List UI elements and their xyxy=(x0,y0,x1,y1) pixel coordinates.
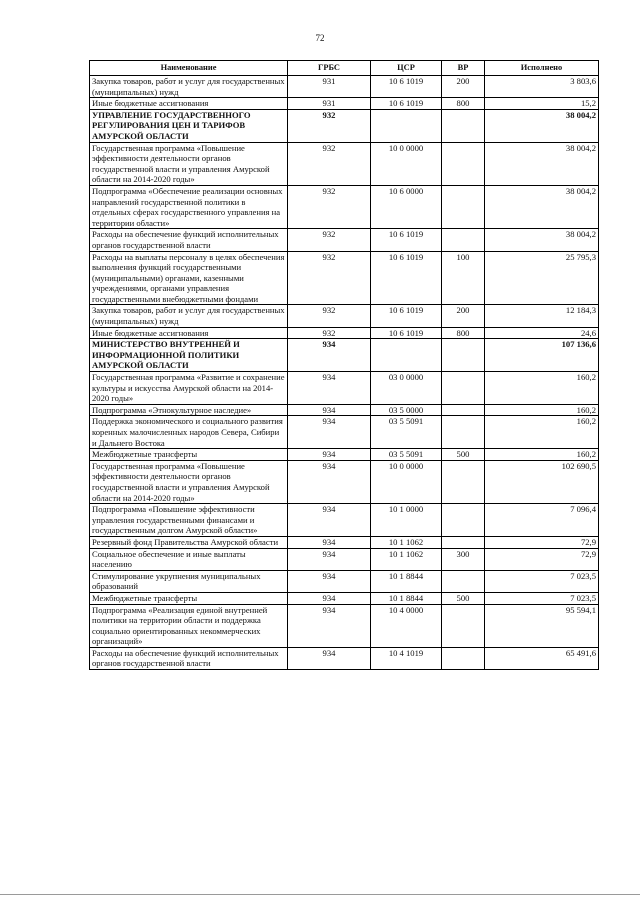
cell-grbs: 934 xyxy=(288,416,371,449)
cell-vr xyxy=(442,229,485,251)
cell-amount: 38 004,2 xyxy=(485,185,599,228)
cell-grbs: 934 xyxy=(288,460,371,503)
cell-grbs: 934 xyxy=(288,548,371,570)
table-row xyxy=(90,604,599,647)
cell-name: Подпрограмма «Этнокультурное наследие» xyxy=(90,404,288,416)
cell-amount: 95 594,1 xyxy=(485,604,599,647)
cell-csr: 10 6 1019 xyxy=(371,98,442,110)
cell-amount: 38 004,2 xyxy=(485,142,599,185)
table-row xyxy=(90,372,599,405)
cell-name: Подпрограмма «Обеспечение реализации основных направлений государственной политики в отдельных сферах государственного управления на территории области» xyxy=(90,185,288,228)
cell-vr xyxy=(442,404,485,416)
cell-name: Социальное обеспечение и иные выплаты населению xyxy=(90,548,288,570)
cell-name: МИНИСТЕРСТВО ВНУТРЕННЕЙ И ИНФОРМАЦИОННОЙ ПОЛИТИКИ АМУРСКОЙ ОБЛАСТИ xyxy=(90,339,288,372)
table-row xyxy=(90,339,599,372)
cell-vr xyxy=(442,504,485,537)
table-row xyxy=(90,416,599,449)
cell-csr: 10 6 1019 xyxy=(371,327,442,339)
cell-name: УПРАВЛЕНИЕ ГОСУДАРСТВЕННОГО РЕГУЛИРОВАНИЯ ЦЕН И ТАРИФОВ АМУРСКОЙ ОБЛАСТИ xyxy=(90,109,288,142)
page-number: 72 xyxy=(315,33,325,43)
cell-csr: 03 5 0000 xyxy=(371,404,442,416)
cell-grbs: 932 xyxy=(288,109,371,142)
cell-amount: 7 023,5 xyxy=(485,592,599,604)
cell-amount: 107 136,6 xyxy=(485,339,599,372)
table-row xyxy=(90,647,599,669)
header-csr: ЦСР xyxy=(371,61,442,76)
cell-csr: 10 6 1019 xyxy=(371,76,442,98)
table-row xyxy=(90,76,599,98)
cell-name: Иные бюджетные ассигнования xyxy=(90,98,288,110)
scan-edge-line xyxy=(0,894,640,895)
cell-amount: 102 690,5 xyxy=(485,460,599,503)
cell-grbs: 932 xyxy=(288,251,371,305)
cell-csr: 10 6 1019 xyxy=(371,305,442,327)
cell-csr: 10 4 1019 xyxy=(371,647,442,669)
cell-amount: 65 491,6 xyxy=(485,647,599,669)
cell-vr: 200 xyxy=(442,76,485,98)
header-name: Наименование xyxy=(90,61,288,76)
cell-name: Расходы на обеспечение функций исполнительных органов государственной власти xyxy=(90,647,288,669)
budget-table xyxy=(89,60,599,670)
cell-name: Государственная программа «Повышение эффективности деятельности органов государственной власти и управления Амурской области на 2014-2020 годы» xyxy=(90,460,288,503)
cell-csr xyxy=(371,339,442,372)
cell-amount: 3 803,6 xyxy=(485,76,599,98)
cell-csr: 10 6 0000 xyxy=(371,185,442,228)
cell-amount: 160,2 xyxy=(485,449,599,461)
cell-grbs: 934 xyxy=(288,339,371,372)
cell-name: Расходы на обеспечение функций исполнительных органов государственной власти xyxy=(90,229,288,251)
cell-vr xyxy=(442,416,485,449)
cell-vr: 800 xyxy=(442,327,485,339)
table-row xyxy=(90,449,599,461)
cell-amount: 38 004,2 xyxy=(485,229,599,251)
table-row xyxy=(90,504,599,537)
cell-vr: 500 xyxy=(442,592,485,604)
cell-amount: 7 096,4 xyxy=(485,504,599,537)
cell-name: Закупка товаров, работ и услуг для государственных (муниципальных) нужд xyxy=(90,76,288,98)
table-row xyxy=(90,536,599,548)
cell-vr xyxy=(442,604,485,647)
cell-name: Закупка товаров, работ и услуг для государственных (муниципальных) нужд xyxy=(90,305,288,327)
table-row xyxy=(90,185,599,228)
cell-vr xyxy=(442,570,485,592)
cell-amount: 72,9 xyxy=(485,536,599,548)
cell-csr: 10 1 1062 xyxy=(371,536,442,548)
table-body xyxy=(90,76,599,670)
table-row xyxy=(90,404,599,416)
cell-vr xyxy=(442,185,485,228)
cell-csr: 10 1 8844 xyxy=(371,592,442,604)
table-row xyxy=(90,229,599,251)
table-row xyxy=(90,305,599,327)
cell-amount: 160,2 xyxy=(485,404,599,416)
cell-name: Государственная программа «Повышение эффективности деятельности органов государственной власти и управления Амурской области на 2014-2020 годы» xyxy=(90,142,288,185)
cell-grbs: 934 xyxy=(288,647,371,669)
table-row xyxy=(90,548,599,570)
table-row xyxy=(90,570,599,592)
cell-grbs: 934 xyxy=(288,604,371,647)
cell-grbs: 931 xyxy=(288,76,371,98)
cell-csr: 10 0 0000 xyxy=(371,460,442,503)
cell-vr xyxy=(442,109,485,142)
cell-amount: 12 184,3 xyxy=(485,305,599,327)
cell-csr: 03 0 0000 xyxy=(371,372,442,405)
cell-name: Подпрограмма «Повышение эффективности управления государственными финансами и государственным долгом Амурской области» xyxy=(90,504,288,537)
cell-grbs: 932 xyxy=(288,229,371,251)
cell-grbs: 934 xyxy=(288,536,371,548)
cell-vr: 800 xyxy=(442,98,485,110)
cell-csr: 10 1 1062 xyxy=(371,548,442,570)
header-grbs: ГРБС xyxy=(288,61,371,76)
cell-csr: 03 5 5091 xyxy=(371,416,442,449)
cell-csr: 10 4 0000 xyxy=(371,604,442,647)
table-row xyxy=(90,142,599,185)
cell-csr: 10 6 1019 xyxy=(371,229,442,251)
cell-amount: 160,2 xyxy=(485,372,599,405)
table-row xyxy=(90,98,599,110)
cell-csr: 10 6 1019 xyxy=(371,251,442,305)
table-row xyxy=(90,327,599,339)
cell-name: Иные бюджетные ассигнования xyxy=(90,327,288,339)
cell-name: Резервный фонд Правительства Амурской области xyxy=(90,536,288,548)
cell-vr: 100 xyxy=(442,251,485,305)
cell-vr xyxy=(442,339,485,372)
cell-grbs: 932 xyxy=(288,327,371,339)
cell-grbs: 934 xyxy=(288,504,371,537)
cell-amount: 25 795,3 xyxy=(485,251,599,305)
cell-csr: 10 1 8844 xyxy=(371,570,442,592)
cell-grbs: 934 xyxy=(288,404,371,416)
cell-csr xyxy=(371,109,442,142)
cell-name: Межбюджетные трансферты xyxy=(90,592,288,604)
cell-amount: 15,2 xyxy=(485,98,599,110)
cell-name: Стимулирование укрупнения муниципальных образований xyxy=(90,570,288,592)
cell-vr xyxy=(442,460,485,503)
cell-amount: 38 004,2 xyxy=(485,109,599,142)
header-executed: Исполнено xyxy=(485,61,599,76)
cell-grbs: 932 xyxy=(288,142,371,185)
cell-vr: 500 xyxy=(442,449,485,461)
cell-grbs: 932 xyxy=(288,185,371,228)
table-row xyxy=(90,251,599,305)
table-row xyxy=(90,109,599,142)
cell-csr: 03 5 5091 xyxy=(371,449,442,461)
cell-name: Межбюджетные трансферты xyxy=(90,449,288,461)
cell-amount: 7 023,5 xyxy=(485,570,599,592)
cell-vr xyxy=(442,372,485,405)
cell-grbs: 931 xyxy=(288,98,371,110)
cell-vr xyxy=(442,536,485,548)
cell-name: Поддержка экономического и социального развития коренных малочисленных народов Севера, Сибири и Дальнего Востока xyxy=(90,416,288,449)
cell-amount: 72,9 xyxy=(485,548,599,570)
cell-vr xyxy=(442,647,485,669)
cell-vr: 300 xyxy=(442,548,485,570)
cell-grbs: 934 xyxy=(288,592,371,604)
cell-vr: 200 xyxy=(442,305,485,327)
table-row xyxy=(90,592,599,604)
cell-vr xyxy=(442,142,485,185)
cell-grbs: 934 xyxy=(288,570,371,592)
cell-name: Подпрограмма «Реализация единой внутренней политики на территории области и поддержка социально ориентированных некоммерческих организаций» xyxy=(90,604,288,647)
cell-name: Расходы на выплаты персоналу в целях обеспечения выполнения функций государственными (муниципальными) органами, казенными учреждениями, органами управления государственными внебюджетными фондами xyxy=(90,251,288,305)
cell-grbs: 934 xyxy=(288,372,371,405)
header-vr: ВР xyxy=(442,61,485,76)
table-header xyxy=(90,61,599,76)
cell-amount: 24,6 xyxy=(485,327,599,339)
cell-grbs: 932 xyxy=(288,305,371,327)
cell-grbs: 934 xyxy=(288,449,371,461)
cell-amount: 160,2 xyxy=(485,416,599,449)
cell-csr: 10 0 0000 xyxy=(371,142,442,185)
cell-name: Государственная программа «Развитие и сохранение культуры и искусства Амурской области на 2014-2020 годы» xyxy=(90,372,288,405)
cell-csr: 10 1 0000 xyxy=(371,504,442,537)
table-row xyxy=(90,460,599,503)
